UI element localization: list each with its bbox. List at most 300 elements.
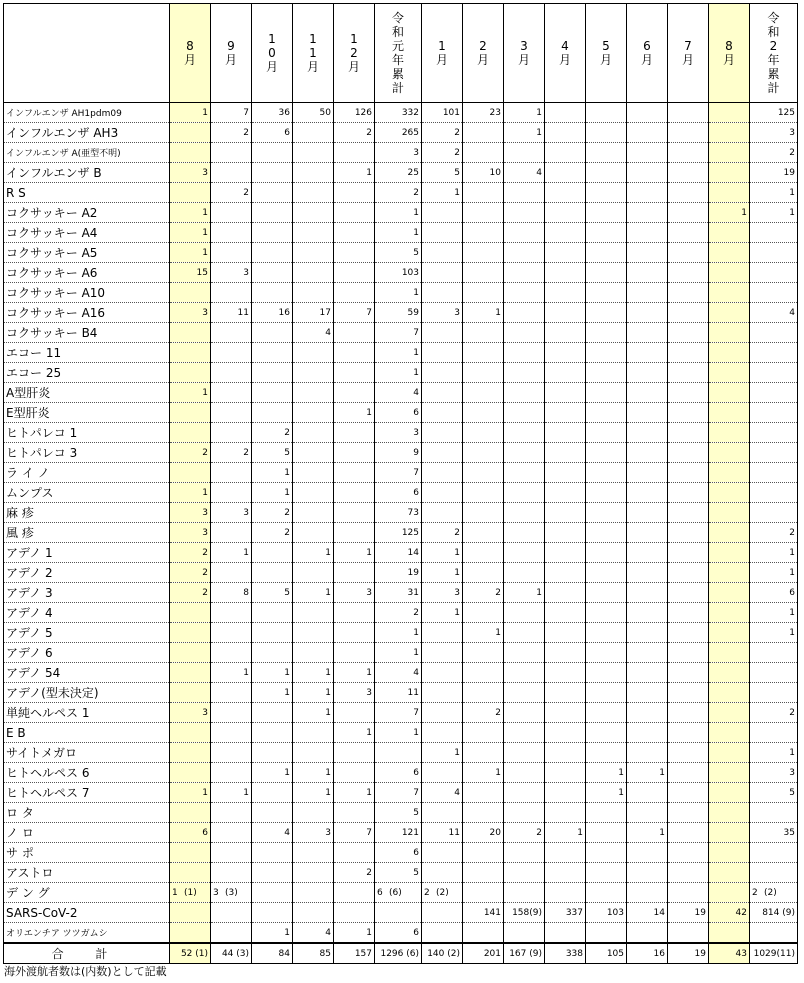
count-cell: [750, 423, 798, 443]
count-cell: 125: [750, 103, 798, 123]
pathogen-name: ラ イ ノ: [4, 463, 170, 483]
count-cell: [504, 183, 545, 203]
count-cell: 2: [211, 183, 252, 203]
count-cell: [627, 223, 668, 243]
count-cell: [504, 323, 545, 343]
count-cell: 23: [463, 103, 504, 123]
count-cell: [668, 483, 709, 503]
count-cell: [211, 403, 252, 423]
table-row: [4, 843, 798, 863]
table-row: [4, 203, 798, 223]
count-cell: [545, 123, 586, 143]
count-cell: 1029(11): [750, 943, 798, 964]
pathogen-name: E B: [4, 723, 170, 743]
count-cell: [627, 583, 668, 603]
count-cell: [668, 123, 709, 143]
count-cell: [627, 103, 668, 123]
count-cell: [750, 343, 798, 363]
count-cell: 2: [170, 583, 211, 603]
count-cell: [709, 243, 750, 263]
count-cell: [293, 183, 334, 203]
count-cell: 6: [750, 583, 798, 603]
count-cell: [170, 763, 211, 783]
count-cell: [668, 603, 709, 623]
count-cell: [545, 363, 586, 383]
pathogen-name: アデノ 5: [4, 623, 170, 643]
count-cell: [627, 343, 668, 363]
count-cell: 2: [422, 123, 463, 143]
count-cell: 3: [170, 523, 211, 543]
count-cell: 103: [375, 263, 422, 283]
pathogen-name: アデノ 6: [4, 643, 170, 663]
pathogen-name: アデノ 2: [4, 563, 170, 583]
count-cell: 1: [375, 283, 422, 303]
count-cell: [252, 563, 293, 583]
pathogen-name: コクサッキー A10: [4, 283, 170, 303]
count-cell: [627, 423, 668, 443]
count-cell: [709, 263, 750, 283]
table-row: [4, 923, 798, 944]
count-cell: 1: [293, 783, 334, 803]
table-row: [4, 423, 798, 443]
count-cell: 1: [170, 223, 211, 243]
count-cell: [709, 583, 750, 603]
count-cell: [504, 643, 545, 663]
count-cell: [709, 843, 750, 863]
count-cell: 44 (3): [211, 943, 252, 964]
count-cell: [504, 243, 545, 263]
count-cell: 2: [504, 823, 545, 843]
count-cell: [293, 283, 334, 303]
count-cell: 1: [252, 463, 293, 483]
count-cell: [627, 743, 668, 763]
count-cell: [293, 483, 334, 503]
pathogen-name: サイトメガロ: [4, 743, 170, 763]
count-cell: 4: [375, 663, 422, 683]
count-cell: 1: [334, 663, 375, 683]
count-cell: 2: [211, 123, 252, 143]
count-cell: [709, 663, 750, 683]
count-cell: 7: [334, 303, 375, 323]
count-cell: [504, 923, 545, 944]
count-cell: [750, 403, 798, 423]
count-cell: [504, 283, 545, 303]
count-cell: [545, 403, 586, 423]
count-cell: [668, 683, 709, 703]
count-cell: [586, 723, 627, 743]
count-cell: [668, 523, 709, 543]
column-header-label: 11 月: [306, 31, 319, 74]
count-cell: [334, 363, 375, 383]
count-cell: 1: [750, 183, 798, 203]
count-cell: 1: [170, 103, 211, 123]
count-cell: [211, 623, 252, 643]
count-cell: [709, 383, 750, 403]
count-cell: [504, 783, 545, 803]
count-cell: [334, 423, 375, 443]
count-cell: [334, 483, 375, 503]
count-cell: [709, 923, 750, 944]
count-cell: 6: [375, 403, 422, 423]
count-cell: [422, 683, 463, 703]
count-cell: [504, 563, 545, 583]
count-cell: [668, 863, 709, 883]
count-cell: 1296 (6): [375, 943, 422, 964]
count-cell: [504, 383, 545, 403]
count-value: 3: [213, 887, 219, 898]
table-row: [4, 783, 798, 803]
count-cell: [252, 703, 293, 723]
pathogen-name: ムンプス: [4, 483, 170, 503]
count-cell: [545, 783, 586, 803]
count-cell: [252, 603, 293, 623]
count-cell: [252, 363, 293, 383]
count-cell: 50: [293, 103, 334, 123]
count-cell: [709, 223, 750, 243]
count-cell: [375, 743, 422, 763]
count-cell: [422, 383, 463, 403]
pathogen-name: インフルエンザ A(亜型不明): [4, 143, 170, 163]
table-row: [4, 723, 798, 743]
count-cell: 1: [211, 783, 252, 803]
count-cell: [668, 243, 709, 263]
table-row: [4, 403, 798, 423]
count-cell: [422, 503, 463, 523]
count-cell: [627, 783, 668, 803]
footnote: 海外渡航者数は(内数)として記載: [4, 965, 167, 978]
count-cell: 3: [422, 583, 463, 603]
count-cell: [463, 203, 504, 223]
count-cell: 3: [375, 423, 422, 443]
count-cell: [334, 523, 375, 543]
count-cell: [211, 423, 252, 443]
count-cell: [211, 223, 252, 243]
count-cell: 1: [334, 723, 375, 743]
count-cell: [211, 523, 252, 543]
count-cell: [668, 783, 709, 803]
count-cell: [170, 283, 211, 303]
table-row: [4, 503, 798, 523]
count-cell: 9: [375, 443, 422, 463]
count-cell: [627, 323, 668, 343]
count-cell: 16: [252, 303, 293, 323]
table-row: [4, 563, 798, 583]
column-header-label: 6 月: [640, 38, 653, 67]
count-cell: [586, 843, 627, 863]
count-cell: [750, 223, 798, 243]
column-header-label: 9 月: [224, 38, 237, 67]
count-cell: [545, 723, 586, 743]
pathogen-name: SARS-CoV-2: [4, 903, 170, 923]
count-cell: [463, 123, 504, 143]
count-cell: 1: [334, 923, 375, 944]
count-cell: [586, 423, 627, 443]
count-cell: [463, 423, 504, 443]
count-cell: [211, 823, 252, 843]
count-cell: [293, 883, 334, 903]
count-cell: 25: [375, 163, 422, 183]
pathogen-name: アデノ 3: [4, 583, 170, 603]
count-cell: [463, 223, 504, 243]
pathogen-name: 風 疹: [4, 523, 170, 543]
count-cell: [422, 903, 463, 923]
count-cell: [545, 263, 586, 283]
count-cell: [170, 403, 211, 423]
pathogen-name: コクサッキー A6: [4, 263, 170, 283]
count-cell: 1: [252, 923, 293, 944]
count-cell: [627, 703, 668, 723]
count-cell: [422, 403, 463, 423]
count-cell: [422, 663, 463, 683]
count-cell: [504, 523, 545, 543]
table-row: [4, 823, 798, 843]
count-cell: 332: [375, 103, 422, 123]
count-cell: [586, 523, 627, 543]
count-cell: [586, 923, 627, 944]
count-cell: [463, 523, 504, 543]
count-cell: [334, 463, 375, 483]
count-cell: 1: [252, 763, 293, 783]
count-cell: 1: [422, 743, 463, 763]
count-cell: 36: [252, 103, 293, 123]
count-cell: [211, 283, 252, 303]
table-row: [4, 543, 798, 563]
count-cell: 5: [750, 783, 798, 803]
count-cell: [586, 683, 627, 703]
count-cell: [750, 483, 798, 503]
count-cell: [252, 863, 293, 883]
count-cell: [463, 143, 504, 163]
count-cell: [586, 263, 627, 283]
count-cell: [627, 263, 668, 283]
count-cell: [252, 183, 293, 203]
count-cell: [545, 563, 586, 583]
count-cell: [252, 203, 293, 223]
count-cell: 19: [668, 943, 709, 964]
count-cell: [463, 483, 504, 503]
pathogen-name: ロ タ: [4, 803, 170, 823]
count-cell: 2: [211, 443, 252, 463]
count-cell: [170, 363, 211, 383]
count-cell: [709, 303, 750, 323]
count-cell: [504, 483, 545, 503]
pathogen-name: アデノ(型未決定): [4, 683, 170, 703]
count-cell: 5: [422, 163, 463, 183]
count-cell: [252, 263, 293, 283]
count-cell: 15: [170, 263, 211, 283]
count-cell: [668, 843, 709, 863]
count-cell: [750, 463, 798, 483]
count-cell: 5: [375, 863, 422, 883]
count-cell: [252, 883, 293, 903]
count-cell: 1: [293, 663, 334, 683]
table-row: [4, 103, 798, 123]
overseas-count: (2): [436, 887, 449, 898]
count-cell: 1: [375, 223, 422, 243]
total-label: 合 計: [4, 943, 170, 964]
count-cell: [586, 663, 627, 683]
count-cell: [463, 723, 504, 743]
count-cell: [586, 343, 627, 363]
count-cell: 4: [422, 783, 463, 803]
count-cell: [463, 663, 504, 683]
count-cell: [586, 403, 627, 423]
count-cell: [170, 663, 211, 683]
count-cell: [422, 883, 463, 903]
count-cell: [334, 883, 375, 903]
count-cell: [627, 623, 668, 643]
count-cell: 84: [252, 943, 293, 964]
count-cell: [211, 343, 252, 363]
table-row: [4, 863, 798, 883]
pathogen-name: サ ポ: [4, 843, 170, 863]
count-cell: [545, 323, 586, 343]
count-cell: [545, 243, 586, 263]
count-cell: 19: [750, 163, 798, 183]
count-cell: 7: [375, 703, 422, 723]
count-cell: [750, 683, 798, 703]
count-cell: [750, 643, 798, 663]
count-cell: 2: [375, 603, 422, 623]
count-cell: 35: [750, 823, 798, 843]
pathogen-name: アストロ: [4, 863, 170, 883]
count-cell: [463, 443, 504, 463]
count-cell: [668, 763, 709, 783]
count-cell: [545, 223, 586, 243]
count-cell: 2: [463, 703, 504, 723]
count-cell: [586, 823, 627, 843]
column-header: [545, 4, 586, 103]
count-cell: [293, 723, 334, 743]
count-cell: 1: [375, 363, 422, 383]
count-cell: [422, 803, 463, 823]
count-cell: [750, 723, 798, 743]
count-cell: [463, 403, 504, 423]
table-row: [4, 243, 798, 263]
count-cell: [668, 803, 709, 823]
count-cell: [709, 823, 750, 843]
count-cell: 1: [252, 483, 293, 503]
count-cell: [545, 103, 586, 123]
count-cell: 6: [375, 923, 422, 944]
count-cell: 1: [334, 403, 375, 423]
count-cell: [545, 643, 586, 663]
count-cell: [627, 723, 668, 743]
count-cell: 1: [504, 583, 545, 603]
column-header-label: 2 月: [476, 38, 489, 67]
column-header-label: 5 月: [599, 38, 612, 67]
count-cell: [211, 203, 252, 223]
count-cell: 4: [504, 163, 545, 183]
count-cell: 3: [211, 503, 252, 523]
count-cell: 167 (9): [504, 943, 545, 964]
count-cell: 6: [170, 823, 211, 843]
count-cell: [170, 723, 211, 743]
count-cell: [668, 643, 709, 663]
count-cell: [211, 863, 252, 883]
column-header-label: 令 和 2 年 累 計: [767, 10, 780, 95]
column-header: [463, 4, 504, 103]
pathogen-name: ヒトパレコ 1: [4, 423, 170, 443]
count-cell: [668, 563, 709, 583]
count-cell: [463, 383, 504, 403]
count-cell: 141: [463, 903, 504, 923]
count-cell: [586, 543, 627, 563]
count-cell: [668, 263, 709, 283]
count-cell: [252, 243, 293, 263]
count-cell: [293, 603, 334, 623]
table-row: [4, 623, 798, 643]
count-cell: 1: [750, 543, 798, 563]
count-cell: [504, 303, 545, 323]
count-cell: [422, 723, 463, 743]
count-cell: 2: [170, 563, 211, 583]
count-cell: 5: [375, 243, 422, 263]
count-cell: [211, 763, 252, 783]
count-cell: [709, 723, 750, 743]
count-cell: [293, 743, 334, 763]
count-cell: 2: [375, 183, 422, 203]
count-cell: 1: [170, 383, 211, 403]
count-cell: [545, 503, 586, 523]
column-header: [668, 4, 709, 103]
count-cell: 11: [211, 303, 252, 323]
count-cell: [422, 363, 463, 383]
count-cell: [586, 203, 627, 223]
count-cell: [504, 423, 545, 443]
count-cell: [545, 843, 586, 863]
count-cell: [334, 203, 375, 223]
count-cell: [750, 363, 798, 383]
table-row: [4, 143, 798, 163]
table-row: [4, 703, 798, 723]
count-cell: [422, 843, 463, 863]
count-cell: 3: [375, 143, 422, 163]
total-row: [4, 943, 798, 964]
header-corner: [4, 4, 170, 103]
count-cell: [252, 283, 293, 303]
count-cell: [293, 643, 334, 663]
column-header-label: 4 月: [558, 38, 571, 67]
count-cell: 337: [545, 903, 586, 923]
count-cell: [375, 883, 422, 903]
count-cell: 7: [375, 783, 422, 803]
count-cell: [170, 643, 211, 663]
count-cell: 1: [334, 543, 375, 563]
table-row: [4, 163, 798, 183]
count-cell: [504, 663, 545, 683]
count-cell: [211, 643, 252, 663]
count-cell: 14: [375, 543, 422, 563]
count-cell: [334, 743, 375, 763]
count-cell: [504, 803, 545, 823]
pathogen-name: 単純ヘルペス 1: [4, 703, 170, 723]
count-cell: 7: [375, 463, 422, 483]
count-cell: [709, 883, 750, 903]
count-cell: [293, 123, 334, 143]
count-cell: [170, 423, 211, 443]
count-cell: [170, 883, 211, 903]
count-cell: 4: [375, 383, 422, 403]
column-header-label: 8 月: [722, 38, 735, 67]
count-cell: 4: [293, 923, 334, 944]
count-cell: [252, 643, 293, 663]
count-cell: [586, 103, 627, 123]
table-row: [4, 383, 798, 403]
count-cell: [170, 843, 211, 863]
table-row: [4, 523, 798, 543]
count-cell: 105: [586, 943, 627, 964]
